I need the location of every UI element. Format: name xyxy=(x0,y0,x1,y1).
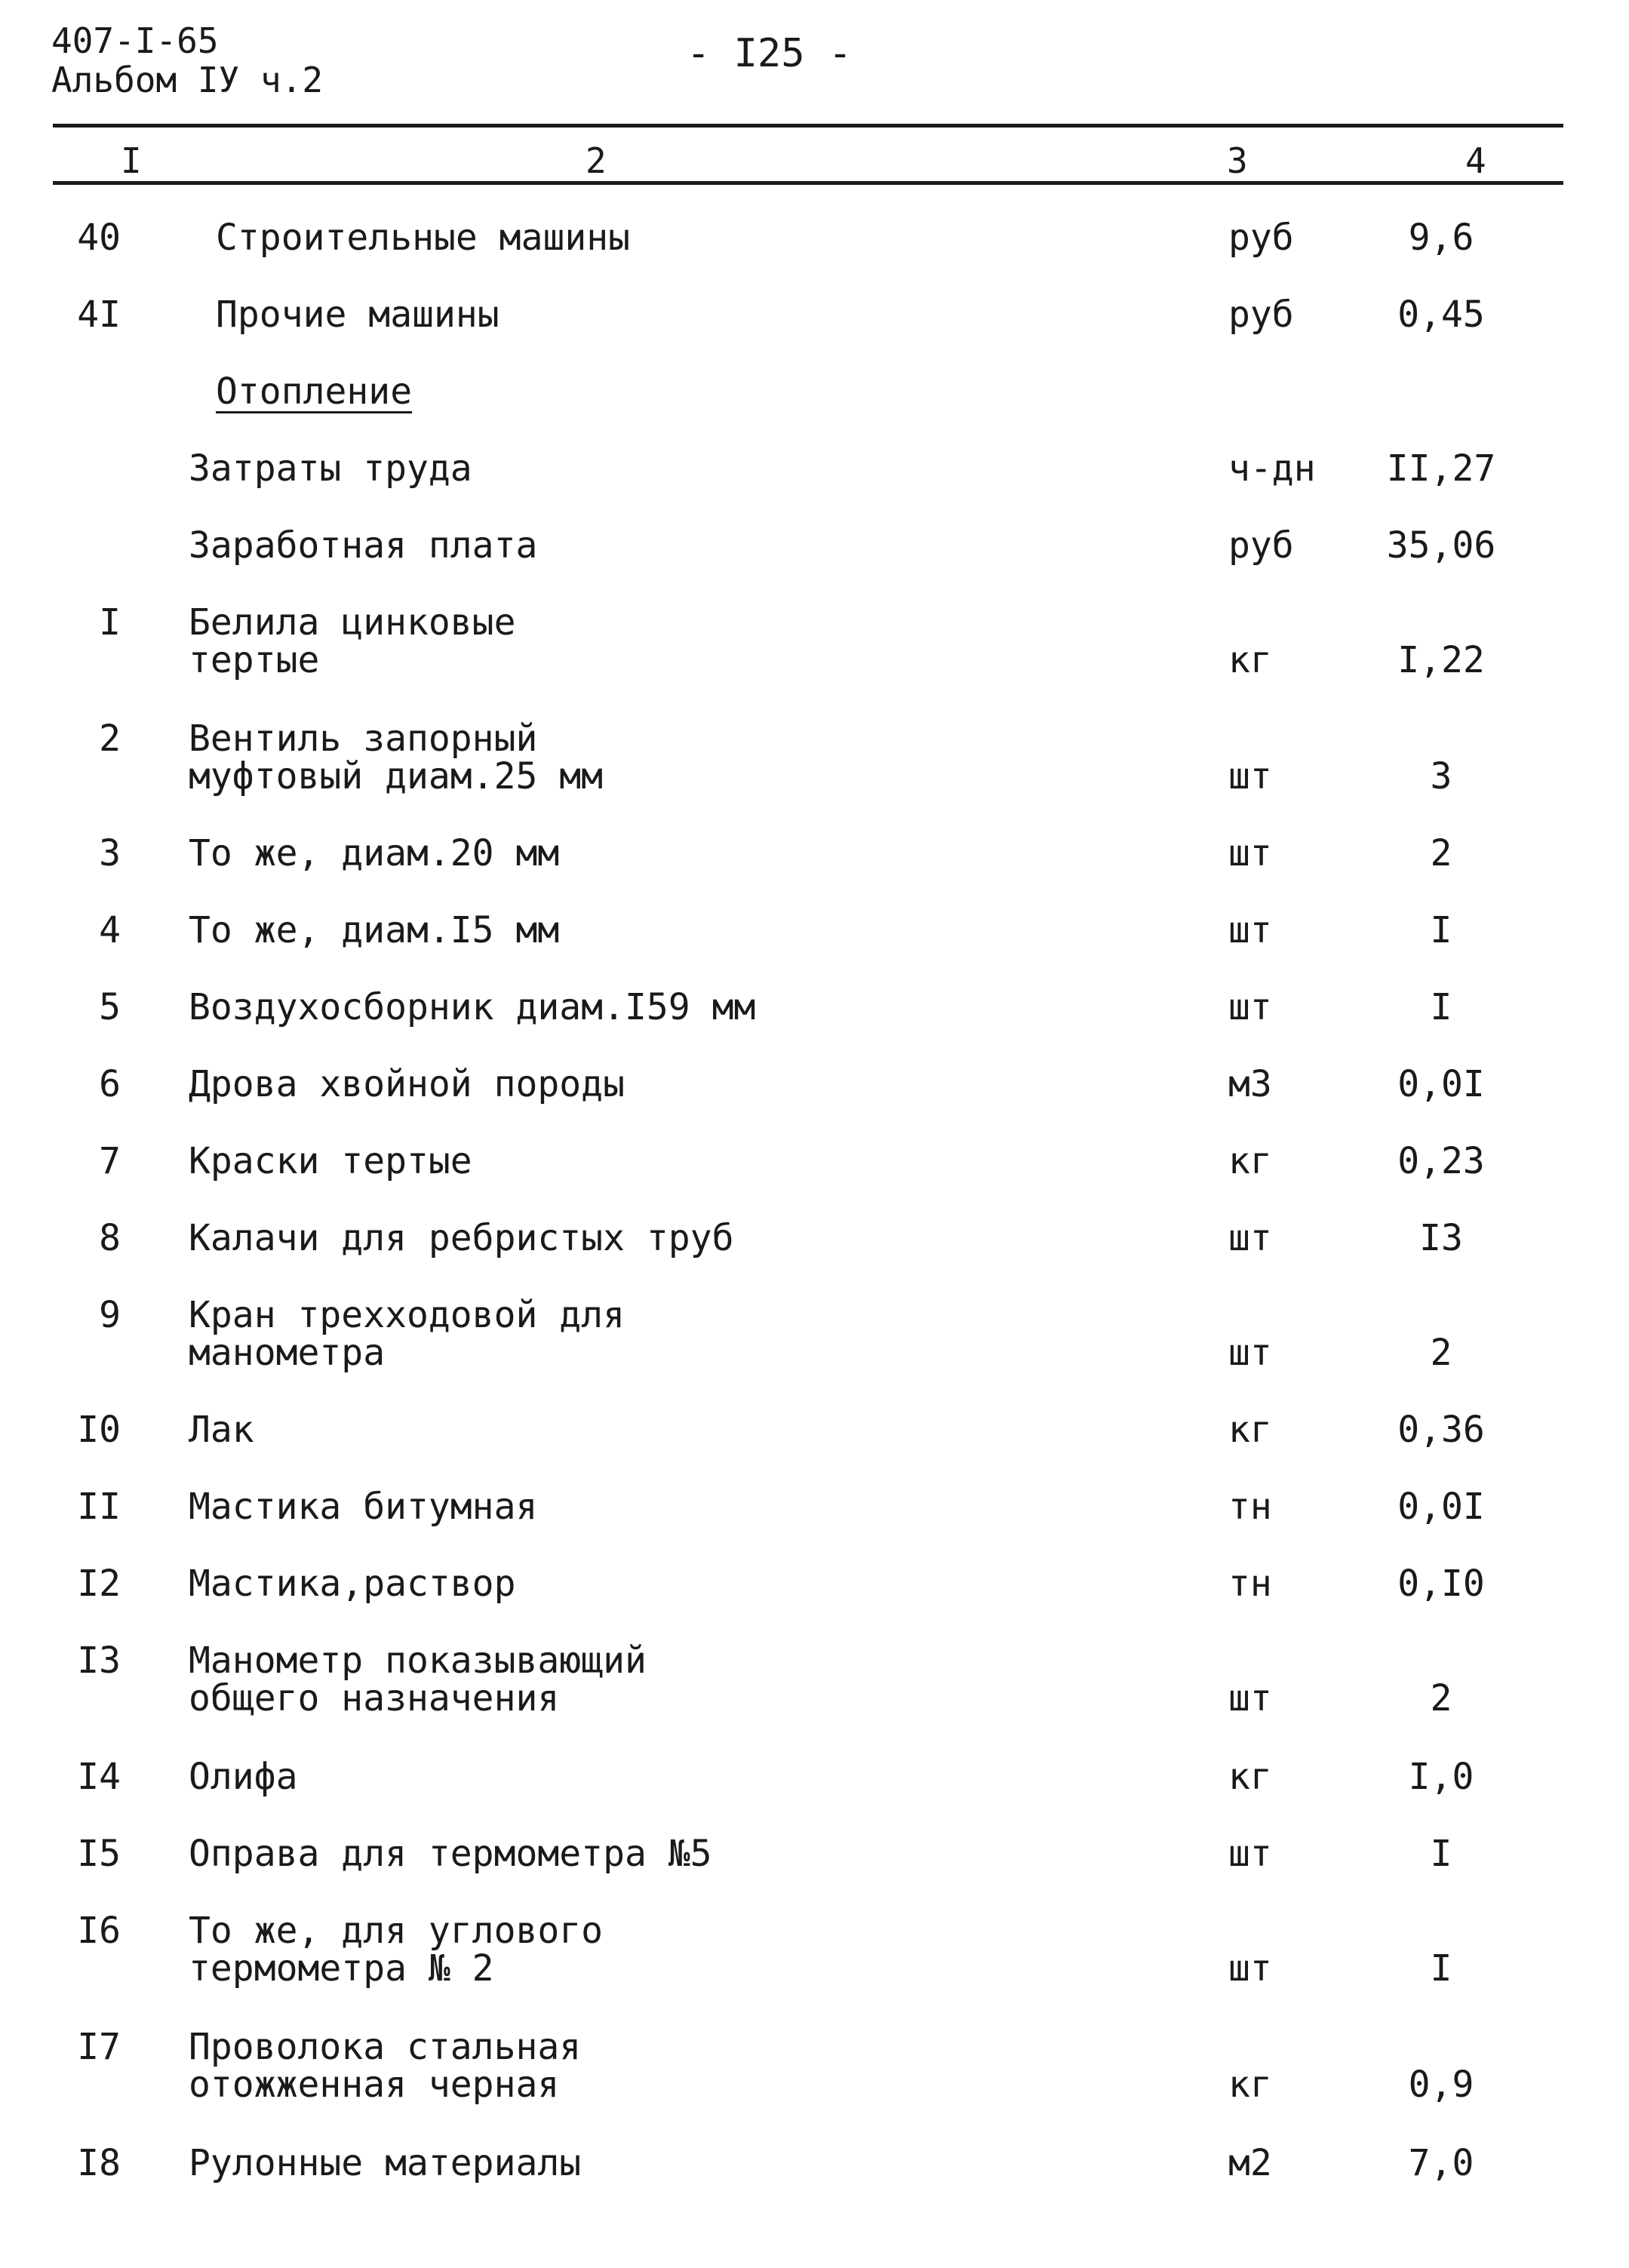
row-name: Манометр показывающий общего назначения xyxy=(189,1640,647,1719)
row-unit: шт xyxy=(1228,832,1272,874)
row-value: 2 xyxy=(1430,1332,1452,1374)
row-number: I2 xyxy=(77,1563,121,1605)
row-unit: шт xyxy=(1228,1833,1272,1875)
row-number: I xyxy=(99,601,121,644)
row-number: 9 xyxy=(99,1294,121,1336)
row-value: 2 xyxy=(1430,832,1452,874)
row-name: Белила цинковые тертые xyxy=(189,601,516,681)
row-unit: тн xyxy=(1228,1486,1272,1528)
column-header-2: 2 xyxy=(586,140,607,181)
row-name: Лак xyxy=(189,1409,254,1451)
column-header-4: 4 xyxy=(1465,140,1486,181)
row-unit: кг xyxy=(1228,639,1272,681)
row-value: 0,36 xyxy=(1397,1409,1485,1451)
row-unit: тн xyxy=(1228,1563,1272,1605)
row-unit: м2 xyxy=(1228,2142,1272,2184)
row-value: 7,0 xyxy=(1408,2142,1474,2184)
row-name: Краски тертые xyxy=(189,1140,472,1182)
row-name: Оправа для термометра №5 xyxy=(189,1833,712,1875)
row-name: Затраты труда xyxy=(189,447,472,490)
table-top-rule xyxy=(53,124,1563,128)
row-value: I3 xyxy=(1419,1217,1463,1259)
page-number: - I25 - xyxy=(687,31,853,76)
row-value: 35,06 xyxy=(1386,524,1496,567)
row-value: 0,45 xyxy=(1397,293,1485,336)
row-value: I xyxy=(1430,909,1452,951)
row-value: 2 xyxy=(1430,1677,1452,1719)
row-unit: кг xyxy=(1228,1756,1272,1798)
row-value: I,22 xyxy=(1397,639,1485,681)
row-unit: м3 xyxy=(1228,1063,1272,1105)
row-name: Заработная плата xyxy=(189,524,538,567)
row-value: II,27 xyxy=(1386,447,1496,490)
row-name: Калачи для ребристых труб xyxy=(189,1217,734,1259)
row-unit: шт xyxy=(1228,986,1272,1028)
row-unit: шт xyxy=(1228,1677,1272,1719)
row-name: Рулонные материалы xyxy=(189,2142,582,2184)
row-number: I4 xyxy=(77,1756,121,1798)
row-unit: ч-дн xyxy=(1228,447,1316,490)
row-unit: руб xyxy=(1228,293,1294,336)
row-unit: шт xyxy=(1228,1217,1272,1259)
row-number: 2 xyxy=(99,718,121,760)
column-header-1: I xyxy=(121,140,142,181)
row-number: 40 xyxy=(77,217,121,259)
row-name: Дрова хвойной породы xyxy=(189,1063,625,1105)
row-name: Проволока стальная отожженная черная xyxy=(189,2026,582,2106)
row-name: То же, диам.I5 мм xyxy=(189,909,560,951)
row-number: 5 xyxy=(99,986,121,1028)
row-number: 4I xyxy=(77,293,121,336)
row-name: То же, для углового термометра № 2 xyxy=(189,1910,604,1990)
row-unit: кг xyxy=(1228,1409,1272,1451)
row-value: 3 xyxy=(1430,755,1452,797)
row-value: 9,6 xyxy=(1408,217,1474,259)
row-unit: руб xyxy=(1228,217,1294,259)
row-name: Строительные машины xyxy=(216,217,631,259)
row-number: I0 xyxy=(77,1409,121,1451)
document-code: 407-I-65 xyxy=(51,20,219,61)
row-number: 7 xyxy=(99,1140,121,1182)
row-value: 0,I0 xyxy=(1397,1563,1485,1605)
row-value: I xyxy=(1430,1833,1452,1875)
row-unit: шт xyxy=(1228,755,1272,797)
row-number: 3 xyxy=(99,832,121,874)
row-name: Мастика,раствор xyxy=(189,1563,516,1605)
row-value: 0,0I xyxy=(1397,1486,1485,1528)
row-value: 0,9 xyxy=(1408,2064,1474,2106)
row-number: I7 xyxy=(77,2026,121,2068)
row-name: То же, диам.20 мм xyxy=(189,832,560,874)
row-unit: руб xyxy=(1228,524,1294,567)
table-header-rule xyxy=(53,181,1563,185)
section-heading: Отопление xyxy=(216,370,413,413)
row-name: Мастика битумная xyxy=(189,1486,538,1528)
row-value: I xyxy=(1430,1947,1452,1990)
row-name: Прочие машины xyxy=(216,293,499,336)
row-number: 8 xyxy=(99,1217,121,1259)
row-unit: кг xyxy=(1228,2064,1272,2106)
row-name: Воздухосборник диам.I59 мм xyxy=(189,986,756,1028)
row-unit: шт xyxy=(1228,909,1272,951)
column-header-3: 3 xyxy=(1227,140,1248,181)
row-unit: шт xyxy=(1228,1332,1272,1374)
row-value: I xyxy=(1430,986,1452,1028)
row-name: Кран трехходовой для манометра xyxy=(189,1294,625,1374)
row-number: II xyxy=(77,1486,121,1528)
row-number: I5 xyxy=(77,1833,121,1875)
row-value: 0,0I xyxy=(1397,1063,1485,1105)
row-value: 0,23 xyxy=(1397,1140,1485,1182)
row-number: I6 xyxy=(77,1910,121,1952)
album-label: Альбом IУ ч.2 xyxy=(51,60,324,100)
row-number: 6 xyxy=(99,1063,121,1105)
row-name: Вентиль запорный муфтовый диам.25 мм xyxy=(189,718,604,797)
row-number: 4 xyxy=(99,909,121,951)
row-unit: кг xyxy=(1228,1140,1272,1182)
row-unit: шт xyxy=(1228,1947,1272,1990)
row-number: I3 xyxy=(77,1640,121,1682)
row-name: Олифа xyxy=(189,1756,298,1798)
row-number: I8 xyxy=(77,2142,121,2184)
row-value: I,0 xyxy=(1408,1756,1474,1798)
